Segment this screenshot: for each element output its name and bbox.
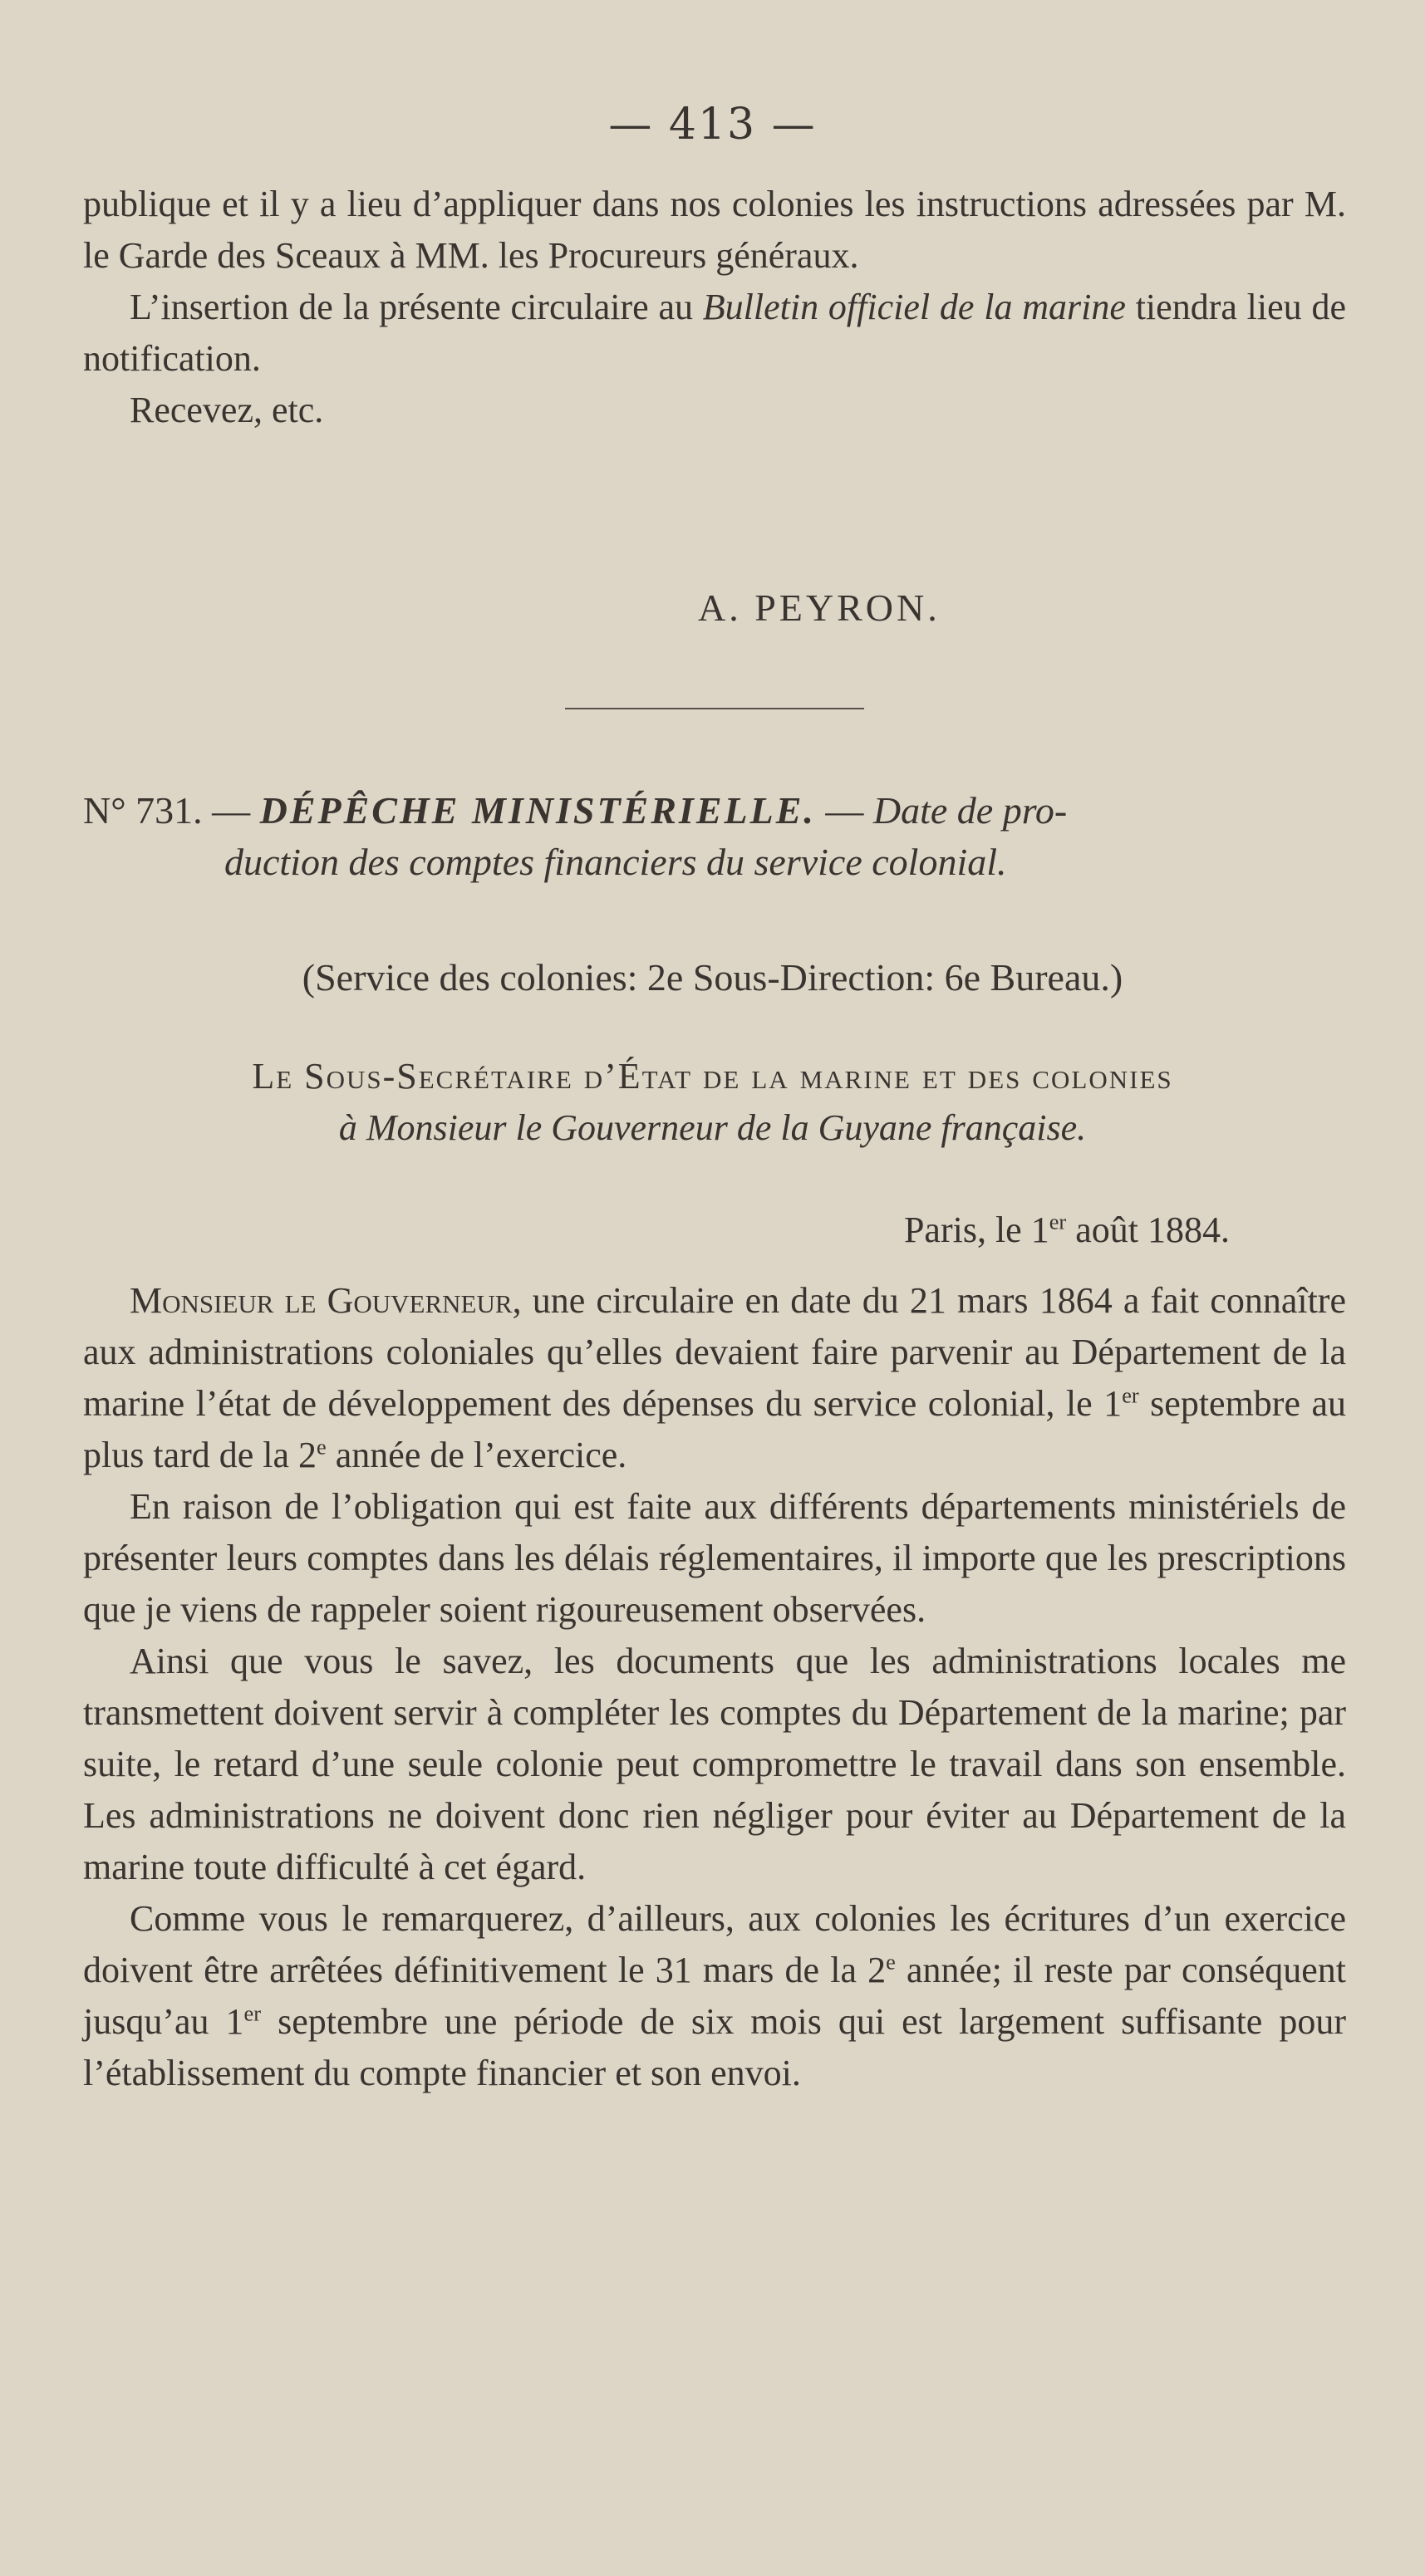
- body-paragraph-1: [83, 1275, 1346, 1481]
- dispatch-heading: [83, 785, 1346, 888]
- paragraph-closing: Recevez, etc.: [130, 390, 324, 430]
- sender-line: Le Sous-Secrétaire d’État de la marine et des colonies: [252, 1056, 1173, 1097]
- signature: A. PEYRON.: [698, 586, 941, 629]
- insertion-text-start: L’insertion de la présente circulaire au: [130, 287, 703, 327]
- para1-sup-1: er: [1122, 1382, 1139, 1408]
- para1-part-c: année de l’exercice.: [326, 1435, 627, 1475]
- para4-part-a: Comme vous le remarquerez, d’ailleurs, aux colonies les écritures d’un exercice doivent être arrêtées définitivement le 31 mars de la 2: [83, 1898, 1346, 1990]
- dateline-sup: er: [1049, 1209, 1067, 1234]
- para4-part-c: septembre une période de six mois qui est largement suffisante pour l’établissement du compte financier et son envoi.: [83, 2001, 1346, 2093]
- sender-block: [0, 1051, 1425, 1154]
- para4-sup-1: e: [886, 1949, 896, 1975]
- para1-sup-2: e: [317, 1434, 327, 1460]
- para1-part-a: , une circulaire en date du 21 mars 1864 a fait connaître aux administrations coloniales qu’elles devaient faire parvenir au Département de la marine l’état de développement des dépenses du service colonial, le 1: [83, 1280, 1346, 1424]
- para1-part-b: septembre au plus tard de la 2: [83, 1383, 1346, 1475]
- dateline-suffix: août 1884.: [1066, 1209, 1230, 1250]
- dispatch-subtitle: duction des comptes financiers du service colonial.: [224, 841, 1007, 883]
- service-line: (Service des colonies: 2e Sous-Direction: 6e Bureau.): [302, 956, 1123, 999]
- dispatch-title: DÉPÊCHE MINISTÉRIELLE.: [259, 789, 816, 832]
- recipient-line: à Monsieur le Gouverneur de la Guyane française.: [338, 1107, 1087, 1148]
- paragraph-insertion: [83, 282, 1346, 385]
- dateline: [0, 1209, 1230, 1251]
- bulletin-title: Bulletin officiel de la marine: [702, 287, 1126, 327]
- dispatch-dash: —: [815, 789, 873, 832]
- dispatch-subtitle-start: Date de pro-: [872, 789, 1068, 832]
- body-paragraph-4: [83, 1893, 1346, 2099]
- top-text-block: [83, 179, 1346, 436]
- dateline-prefix: Paris, le 1: [903, 1209, 1049, 1250]
- letter-body: [83, 1275, 1346, 2099]
- section-divider: [565, 708, 864, 709]
- para4-part-b: année; il reste par conséquent jusqu’au 1: [83, 1950, 1346, 2042]
- page-number: — 413 —: [608, 100, 817, 150]
- dispatch-number: N° 731. —: [83, 789, 260, 832]
- salutation: Monsieur le Gouverneur: [130, 1280, 513, 1321]
- insertion-text-end: tiendra lieu de notification.: [83, 287, 1346, 379]
- body-paragraph-2: En raison de l’obligation qui est faite aux différents départements ministériels de présenter leurs comptes dans les délais réglementaires, il importe que les prescriptions que je viens de rappeler soient rigoureusement observées.: [83, 1486, 1346, 1630]
- para4-sup-2: er: [243, 2000, 262, 2026]
- body-paragraph-3: Ainsi que vous le savez, les documents que les administrations locales me transmettent doivent servir à compléter les comptes du Département de la marine; par suite, le retard d’une seule colonie peut compromettre le travail dans son ensemble. Les administrations ne doivent donc rien négliger pour éviter au Département de la marine toute difficulté à cet égard.: [83, 1641, 1346, 1887]
- paragraph-instructions: publique et il y a lieu d’appliquer dans nos colonies les instructions adressées par M. le Garde des Sceaux à MM. les Procureurs généraux.: [83, 184, 1346, 276]
